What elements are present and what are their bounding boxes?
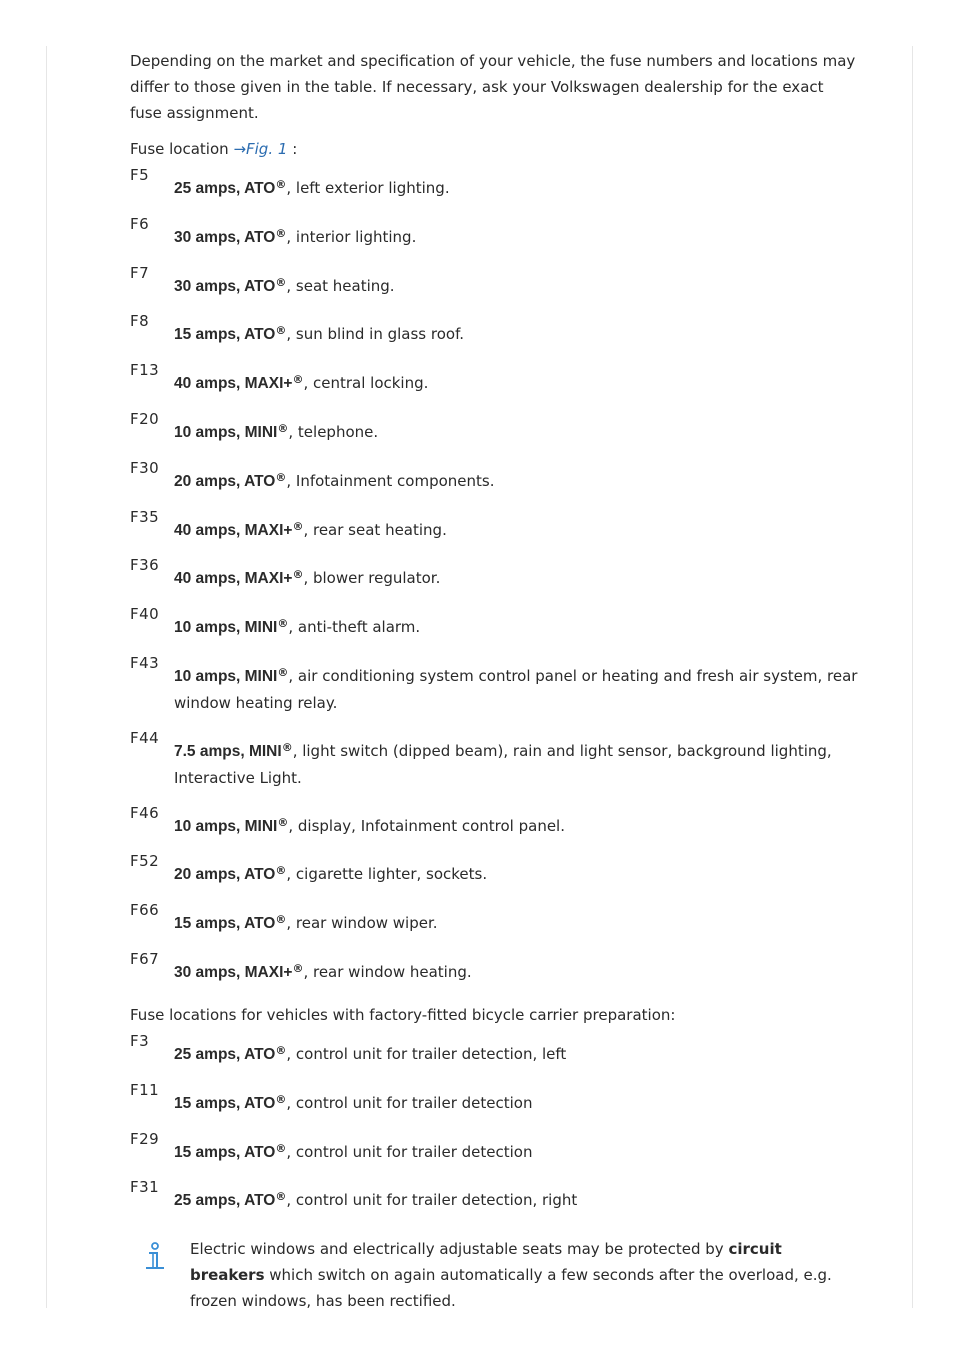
fuse-item (130, 605, 860, 641)
fuse-id: F52 (130, 852, 160, 871)
registered-mark: ® (275, 913, 287, 927)
note-text-bold: circuit breakers (190, 1240, 782, 1285)
fuse-item (130, 949, 860, 986)
fuse-description (174, 416, 860, 446)
fuse-rating: 20 amps, ATO (174, 866, 276, 884)
fuse-id: F31 (130, 1178, 160, 1197)
registered-mark: ® (292, 519, 304, 533)
fuse-rating: 30 amps, ATO (174, 228, 276, 246)
registered-mark: ® (275, 470, 287, 484)
registered-mark: ® (277, 815, 289, 829)
fuse-description (174, 270, 860, 300)
fuse-description (174, 465, 860, 495)
fuse-id: F36 (130, 556, 160, 575)
registered-mark: ® (292, 568, 304, 582)
registered-mark: ® (277, 421, 289, 435)
registered-mark: ® (275, 1190, 287, 1204)
fuse-item (130, 1080, 860, 1117)
arrow-right-icon: → (233, 140, 247, 158)
fuse-rating: 25 amps, ATO (174, 1045, 276, 1063)
fuse-function: , rear window heating. (303, 962, 472, 981)
fuse-item (130, 409, 860, 446)
fuse-id: F35 (130, 507, 160, 526)
fuse-function: , light switch (dipped beam), rain and light sensor, background lighting, Interactive Light. (174, 741, 832, 787)
fuse-description (174, 1136, 860, 1166)
fuse-id: F3 (130, 1031, 150, 1050)
fuse-rating: 30 amps, MAXI+ (174, 963, 293, 981)
fuse-description (174, 660, 860, 716)
fuse-description (174, 172, 860, 202)
registered-mark: ® (275, 275, 287, 289)
fuse-item (130, 1178, 860, 1214)
fig-link[interactable]: Fig. 1 (246, 140, 288, 158)
fuse-description (174, 907, 860, 937)
fuse-description (174, 514, 860, 544)
fuse-rating: 15 amps, ATO (174, 326, 276, 344)
fuse-id: F20 (130, 409, 160, 428)
registered-mark: ® (275, 324, 287, 338)
fuse-location-label: Fuse location (130, 140, 229, 158)
fuse-description (174, 1184, 860, 1214)
fuse-id: F8 (130, 312, 150, 331)
fuse-id: F29 (130, 1129, 160, 1148)
fuse-function: , cigarette lighter, sockets. (286, 865, 488, 884)
fuse-id: F44 (130, 728, 160, 747)
registered-mark: ® (275, 1141, 287, 1155)
fuse-item (130, 166, 860, 202)
fuse-rating: 40 amps, MAXI+ (174, 570, 293, 588)
fuse-item (130, 556, 860, 592)
fuse-function: , anti-theft alarm. (288, 618, 421, 637)
fuse-id: F66 (130, 901, 160, 920)
registered-mark: ® (275, 864, 287, 878)
fuse-rating: 10 amps, MINI (174, 817, 278, 835)
fuse-list (130, 166, 860, 986)
fuse-description (174, 810, 860, 840)
fuse-id: F40 (130, 605, 160, 624)
fuse-rating: 15 amps, ATO (174, 1094, 276, 1112)
fuse-item (130, 1129, 860, 1166)
fuse-rating: 40 amps, MAXI+ (174, 521, 293, 539)
fuse-function: , seat heating. (286, 276, 395, 295)
fuse-location-line (130, 136, 860, 162)
note-text-before: Electric windows and electrically adjustable seats may be protected by (190, 1240, 729, 1259)
fuse-rating: 10 amps, MINI (174, 619, 278, 637)
fuse-item (130, 852, 860, 888)
fuse-item (130, 214, 860, 251)
fuse-item (130, 312, 860, 348)
registered-mark: ® (275, 1092, 287, 1106)
fuse-id: F7 (130, 263, 150, 282)
registered-mark: ® (292, 961, 304, 975)
fuse-id: F6 (130, 214, 150, 233)
fuse-rating: 10 amps, MINI (174, 667, 278, 685)
fuse-function: , blower regulator. (303, 569, 441, 588)
registered-mark: ® (275, 1043, 287, 1057)
fuse-rating: 20 amps, ATO (174, 472, 276, 490)
fuse-id: F43 (130, 653, 160, 672)
fuse-description (174, 611, 860, 641)
fuse-id: F67 (130, 949, 160, 968)
registered-mark: ® (275, 178, 287, 191)
fuse-rating: 10 amps, MINI (174, 423, 278, 441)
note-text-after: which switch on again automatically a few seconds after the overload, e.g. frozen windows, has been rectified. (190, 1266, 832, 1311)
fuse-function: , display, Infotainment control panel. (288, 816, 565, 835)
intro-paragraph: Depending on the market and specification of your vehicle, the fuse numbers and locations may differ to those given in the table. If necessary, ask your Volkswagen dealership for the exact fuse assignment. (130, 52, 856, 122)
fuse-item (130, 263, 860, 300)
fuse-item (130, 458, 860, 495)
fuse-description (174, 858, 860, 888)
fuse-function: , left exterior lighting. (286, 179, 450, 197)
fuse-rating: 7.5 amps, MINI (174, 742, 282, 760)
fuse-function: , central locking. (303, 374, 429, 393)
fuse-rating: 25 amps, ATO (174, 180, 276, 197)
page-content (130, 46, 860, 1314)
fuse-id: F5 (130, 166, 150, 184)
fuse-item (130, 653, 860, 716)
fuse-item (130, 507, 860, 544)
registered-mark: ® (292, 373, 304, 387)
fuse-function: , telephone. (288, 422, 379, 441)
fuse-description (174, 1038, 860, 1068)
fuse-rating: 30 amps, ATO (174, 277, 276, 295)
fuse-description (174, 367, 860, 397)
left-margin-rule (46, 46, 47, 1308)
fuse-id: F11 (130, 1080, 160, 1099)
fuse-description (174, 956, 860, 986)
fuse-function: , rear seat heating. (303, 520, 447, 539)
bike-fuse-list (130, 1031, 860, 1214)
fuse-function: , air conditioning system control panel or heating and fresh air system, rear window heating relay. (174, 666, 858, 712)
fuse-rating: 40 amps, MAXI+ (174, 375, 293, 393)
fuse-description (174, 735, 860, 791)
fuse-id: F46 (130, 803, 160, 822)
fuse-description (174, 318, 860, 348)
fuse-item (130, 728, 860, 791)
bike-carrier-paragraph: Fuse locations for vehicles with factory-fitted bicycle carrier preparation: (130, 1005, 676, 1024)
registered-mark: ® (277, 617, 289, 631)
fuse-item (130, 1031, 860, 1068)
fuse-rating: 25 amps, ATO (174, 1192, 276, 1210)
fuse-id: F30 (130, 458, 160, 477)
fuse-function: , control unit for trailer detection, right (286, 1191, 578, 1210)
registered-mark: ® (277, 665, 289, 679)
fuse-description (174, 221, 860, 251)
right-margin-rule (912, 46, 913, 1308)
fuse-location-suffix: : (287, 140, 298, 158)
fuse-item (130, 803, 860, 840)
fuse-description (174, 562, 860, 592)
fuse-function: , sun blind in glass roof. (286, 325, 465, 344)
fuse-function: , control unit for trailer detection (286, 1093, 533, 1112)
info-note (130, 1236, 860, 1314)
fuse-item (130, 361, 860, 397)
info-icon (144, 1242, 166, 1272)
fuse-function: , control unit for trailer detection, left (286, 1044, 567, 1063)
fuse-function: , Infotainment components. (286, 471, 495, 490)
fuse-function: , interior lighting. (286, 227, 417, 246)
fuse-function: , control unit for trailer detection (286, 1142, 533, 1161)
registered-mark: ® (275, 226, 287, 240)
registered-mark: ® (281, 740, 293, 754)
fuse-rating: 15 amps, ATO (174, 915, 276, 933)
fuse-function: , rear window wiper. (286, 914, 438, 933)
fuse-item (130, 901, 860, 937)
fuse-description (174, 1087, 860, 1117)
fuse-rating: 15 amps, ATO (174, 1143, 276, 1161)
fuse-id: F13 (130, 361, 160, 380)
